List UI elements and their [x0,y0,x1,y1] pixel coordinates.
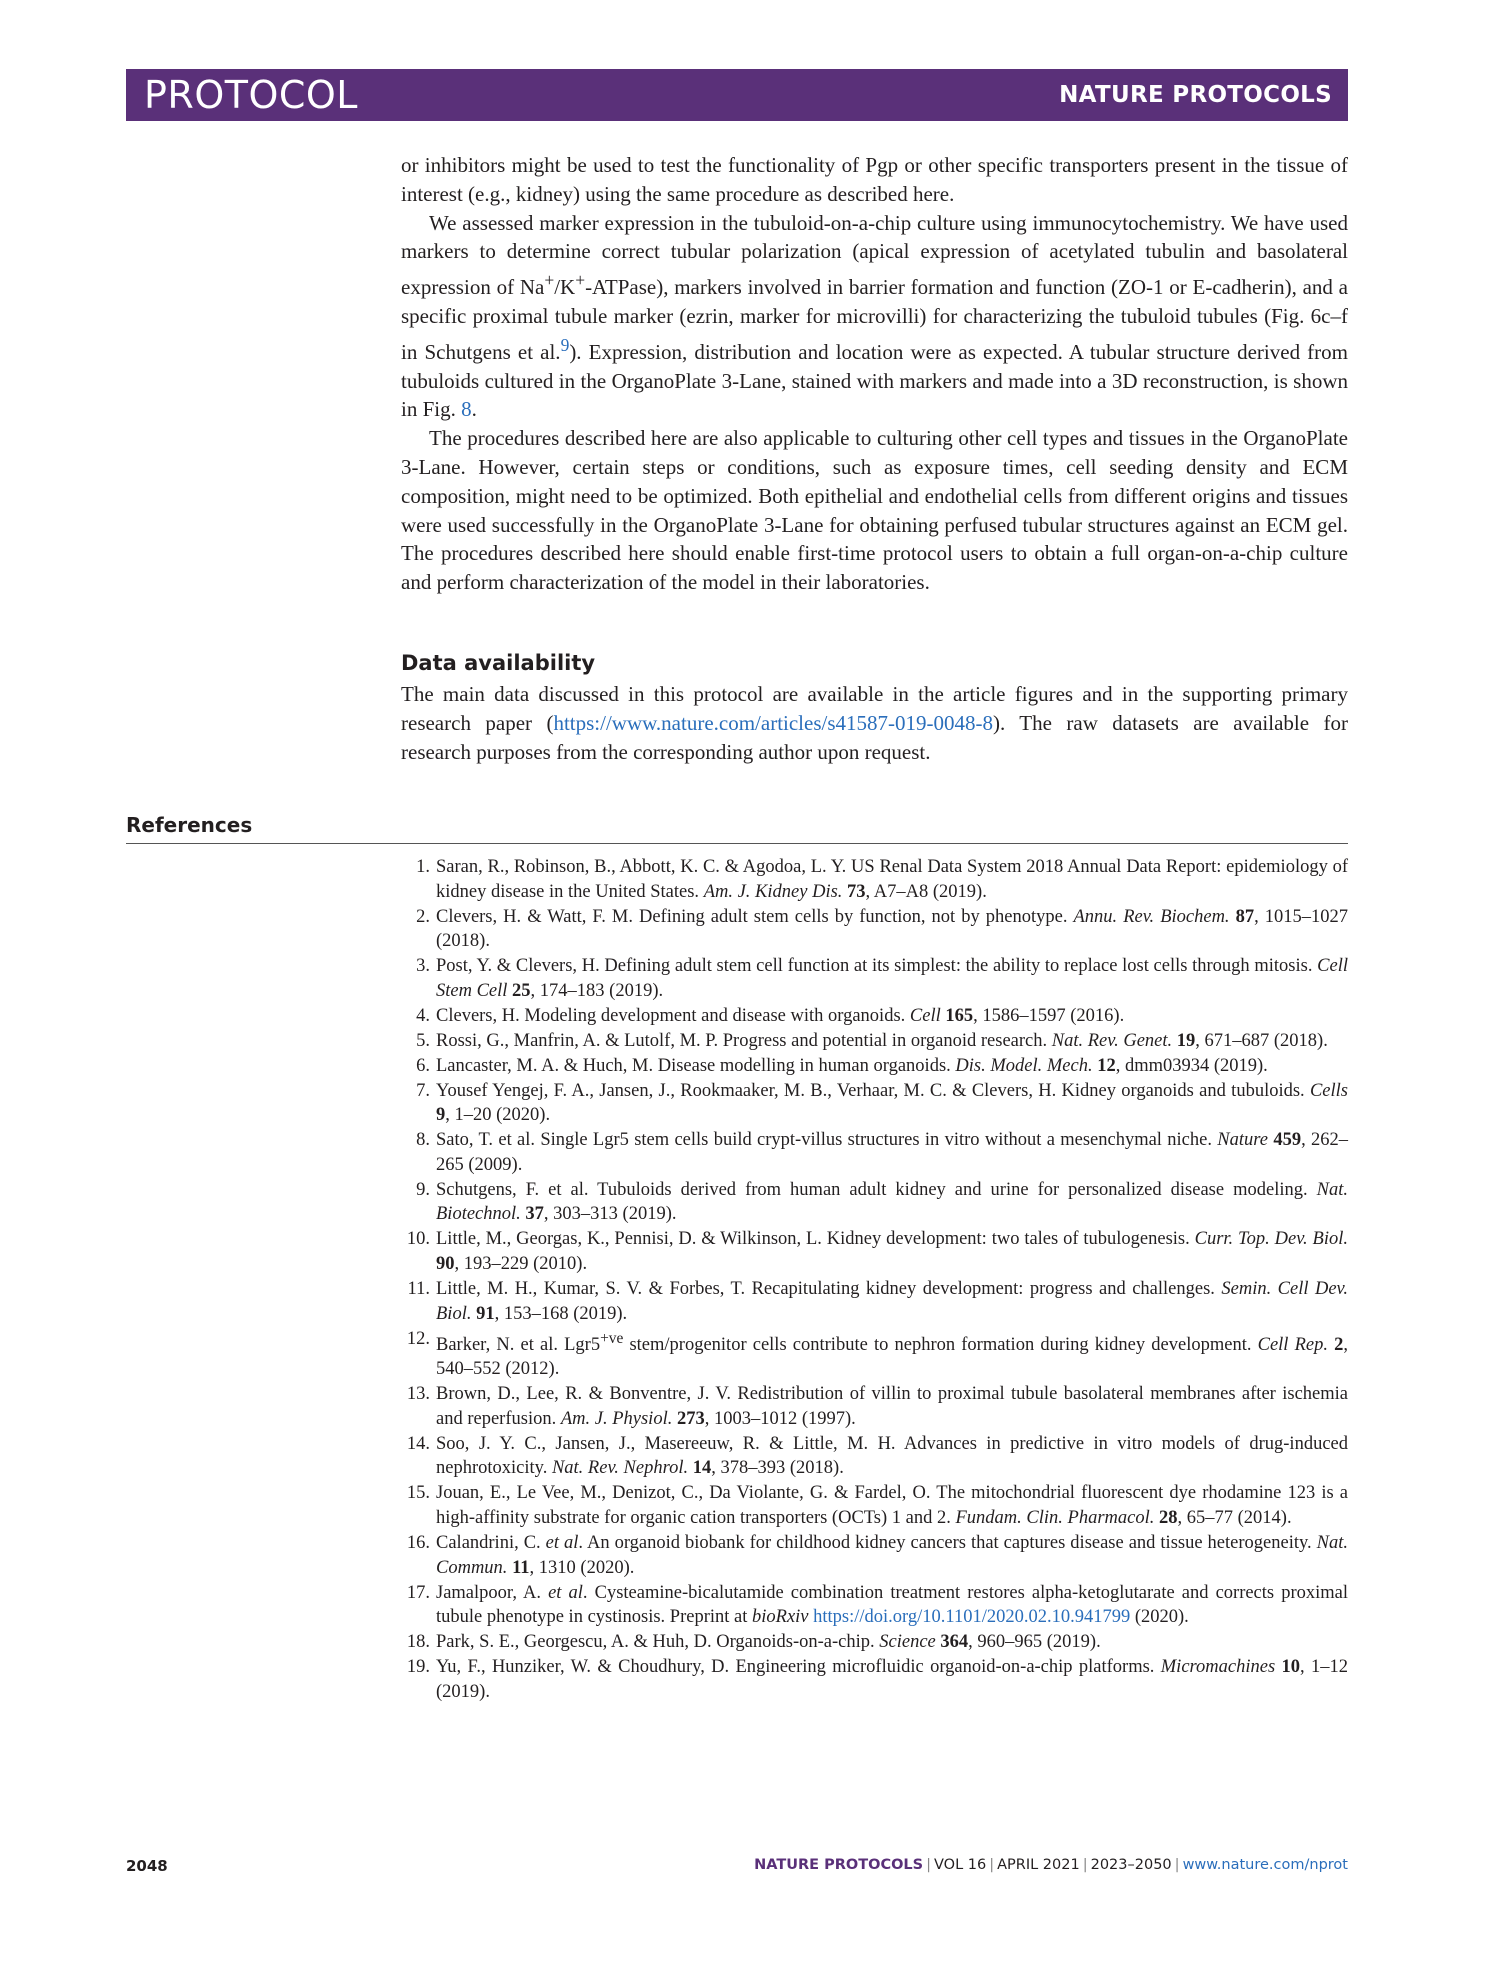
reference-item: 6. Lancaster, M. A. & Huch, M. Disease modelling in human organoids. Dis. Model. Mech. 12, dmm03934 (2019). [416,1055,1268,1076]
reference-item: 12. Barker, N. et al. $Lgr5^{+ve}$ stem/progenitor cells contribute to nephron formation during kidney development. Cell Rep. 2, 540–552 (2012). [406,1328,1349,1380]
reference-item: 14. Soo, J. Y. C., Jansen, J., Masereeuw, R. & Little, M. H. Advances in predictive in vitro models of drug-induced nephrotoxicity. Nat. Rev. Nephrol. 14, 378–393 (2018). [406,1433,1348,1479]
reference-item: 9. Schutgens, F. et al. Tubuloids derived from human adult kidney and urine for personalized disease modeling. Nat. Biotechnol. 37, 303–313 (2019). [416,1179,1348,1225]
footer-journal: NATURE PROTOCOLS [754,1857,924,1873]
footer-pages: 2023–2050 [1090,1857,1172,1873]
reference-item: 7. Yousef Yengej, F. A., Jansen, J., Rookmaaker, M. B., Verhaar, M. C. & Clevers, H. Kidney organoids and tubuloids. Cells 9, 1–20 (2020). [416,1080,1348,1126]
paragraph-2: We assessed marker expression in the tubuloid-on-a-chip culture using immunocytochemistry. We have used markers to determine correct tubular polarization (apical expression of acetylated tubulin and basolateral expression of Na+/K+-ATPase), markers involved in barrier formation and function (ZO-1 or E-cadherin), and a specific proximal tubule marker (ezrin, marker for microvilli) for characterizing the tubuloid tubules (Fig. 6c–f in Schutgens et al.$^9$). Expression, distribution and location were as expected. A tubular structure derived from tubuloids cultured in the OrganoPlate 3-Lane, stained with markers and made into a 3D reconstruction, is shown in Fig. 8. [401,210,1348,422]
reference-item: 10. Little, M., Georgas, K., Pennisi, D. & Wilkinson, L. Kidney development: two tales of tubulogenesis. Curr. Top. Dev. Biol. 90, 193–229 (2010). [406,1229,1348,1275]
paragraph-3: The procedures described here are also applicable to culturing other cell types and tissues in the OrganoPlate 3-Lane. However, certain steps or conditions, such as exposure times, cell seeding density and ECM composition, might need to be optimized. Both epithelial and endothelial cells from different origins and tissues were used successfully in the OrganoPlate 3-Lane for obtaining perfused tubular structures against an ECM gel. The procedures described here should enable first-time protocol users to obtain a full organ-on-a-chip culture and perform characterization of the model in their laboratories. [401,426,1348,595]
reference-item: 5. Rossi, G., Manfrin, A. & Lutolf, M. P. Progress and potential in organoid research. Nat. Rev. Genet. 19, 671–687 (2018). [416,1030,1328,1051]
footer-url[interactable]: www.nature.com/nprot [1182,1857,1348,1873]
page-number: 2048 [126,1857,168,1875]
references-heading: References [126,813,253,837]
reference-item: 15. Jouan, E., Le Vee, M., Denizot, C., Da Violante, G. & Fardel, O. The mitochondrial fluorescent dye rhodamine 123 is a high-affinity substrate for organic cation transporters (OCTs) 1 and 2. Fundam. Clin. Pharmacol. 28, 65–77 (2014). [406,1483,1348,1529]
reference-item: 11. Little, M. H., Kumar, S. V. & Forbes, T. Recapitulating kidney development: progress and challenges. Semin. Cell Dev. Biol. 91, 153–168 (2019). [407,1279,1349,1324]
journal-name: NATURE PROTOCOLS [1059,82,1332,108]
citation-link[interactable]: 9 [560,334,570,355]
article-link[interactable]: https://www.nature.com/articles/s41587-019-0048-8 [553,710,993,735]
reference-item: 2. Clevers, H. & Watt, F. M. Defining adult stem cells by function, not by phenotype. Annu. Rev. Biochem. 87, 1015–1027 (2018). [416,906,1349,952]
paragraph-1: or inhibitors might be used to test the functionality of Pgp or other specific transporters present in the tissue of interest (e.g., kidney) using the same procedure as described here. [401,153,1348,206]
reference-item: 4. Clevers, H. Modeling development and disease with organoids. Cell 165, 1586–1597 (2016). [416,1005,1125,1026]
footer-date: APRIL 2021 [997,1857,1080,1873]
reference-item: 8. Sato, T. et al. Single Lgr5 stem cells build crypt-villus structures in vitro without a mesenchymal niche. Nature 459, 262–265 (2009). [416,1130,1349,1175]
header-bar [126,69,1348,121]
reference-item: 17. Jamalpoor, A. et al. Cysteamine-bicalutamide combination treatment restores alpha-ketoglutarate and corrects proximal tubule phenotype in cystinosis. Preprint at bioRxiv https://doi.org/10.1101/2020.02.10.941799 (2020). [406,1582,1348,1628]
reference-item: 19. Yu, F., Hunziker, W. & Choudhury, D. Engineering microfluidic organoid-on-a-chip platforms. Micromachines 10, 1–12 (2019). [406,1657,1349,1702]
doi-link[interactable]: https://doi.org/10.1101/2020.02.10.941799 [813,1607,1131,1628]
data-availability-text: The main data discussed in this protocol are available in the article figures and in the supporting primary research paper (https://www.nature.com/articles/s41587-019-0048-8). The raw datasets are available for research purposes from the corresponding author upon request. [401,682,1348,764]
data-availability-heading: Data availability [401,651,596,675]
footer-citation: NATURE PROTOCOLS | VOL 16 | APRIL 2021 | 2023–2050 | www.nature.com/nprot [754,1857,1348,1873]
reference-item: 13. Brown, D., Lee, R. & Bonventre, J. V. Redistribution of villin to proximal tubule basolateral membranes after ischemia and reperfusion. Am. J. Physiol. 273, 1003–1012 (1997). [406,1384,1348,1429]
reference-item: 16. Calandrini, C. et al. An organoid biobank for childhood kidney cancers that captures disease and tissue heterogeneity. Nat. Commun. 11, 1310 (2020). [406,1533,1348,1578]
section-label: PROTOCOL [144,73,358,117]
reference-item: 3. Post, Y. & Clevers, H. Defining adult stem cell function at its simplest: the ability to replace lost cells through mitosis. Cell Stem Cell 25, 174–183 (2019). [416,956,1348,1001]
reference-item: 18. Park, S. E., Georgescu, A. & Huh, D. Organoids-on-a-chip. Science 364, 960–965 (2019). [406,1632,1101,1653]
footer-volume: VOL 16 [934,1857,987,1873]
reference-list [401,855,1348,1705]
body-text [401,151,1348,597]
references-divider [126,843,1348,844]
reference-item: 1. Saran, R., Robinson, B., Abbott, K. C. & Agodoa, L. Y. US Renal Data System 2018 Annual Data Report: epidemiology of kidney disease in the United States. Am. J. Kidney Dis. 73, A7–A8 (2019). [416,857,1348,902]
figure-link[interactable]: 8 [461,397,472,422]
